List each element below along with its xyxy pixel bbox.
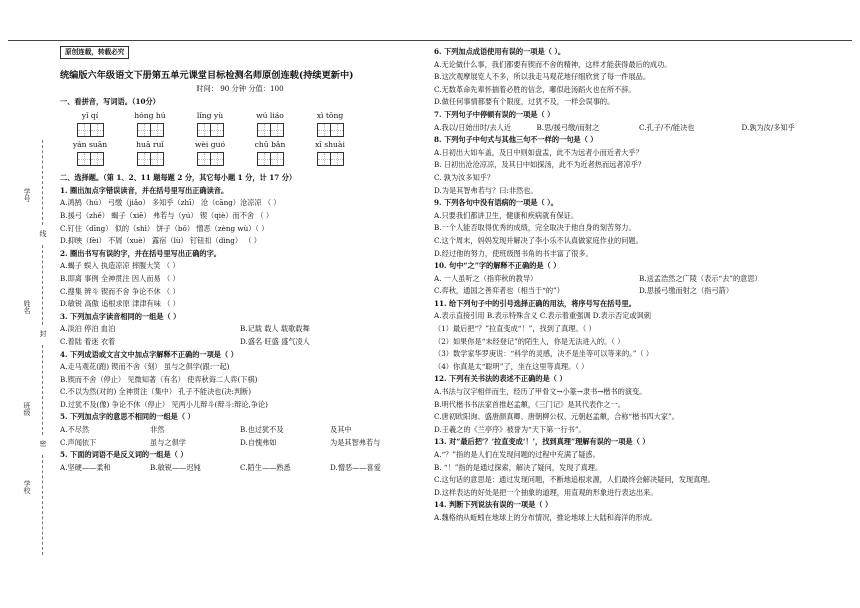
writing-box[interactable] (150, 123, 164, 137)
pinyin-row-2 (60, 139, 420, 166)
writing-box[interactable] (197, 123, 211, 137)
option-line: D.过犹不及(像) 争论不休（停止） 见两小儿辩斗(辩斗:辩论,争论) (60, 399, 268, 409)
question-text: 10. 句中“之”字的解释不正确的是（ ） (434, 261, 561, 271)
pinyin-text: huā ruǐ (136, 140, 164, 150)
option-line: B.一个人能否取得优秀的成绩，完全取决于他自身的刻苦努力。 (434, 223, 636, 233)
option-line: B.锲而不舍（停止） 见微知著（有名） 使弈秋诲二人弈(下棋) (60, 374, 258, 384)
writing-box[interactable] (90, 123, 104, 137)
writing-box[interactable] (90, 152, 104, 166)
option-line: C.这句话的意思是：通过发现问题，不断地追根求源，人们最终会解决疑问，发现真理。 (434, 475, 715, 485)
option: C.着陆 着迷 衣着 (60, 336, 116, 346)
question-text: 5. 下面的词语不是反义词的一组是（ ） (60, 450, 188, 460)
pinyin-cell (180, 139, 240, 166)
seal-dashes (42, 345, 43, 435)
option-line: A.只要我们都讲卫生，健康和疾病就有保证。 (434, 210, 579, 220)
option-line (60, 462, 420, 475)
writing-box[interactable] (210, 123, 224, 137)
writing-box[interactable] (77, 123, 91, 137)
question-text: 9. 下列各句中没有语病的一项是（ ）。 (434, 198, 558, 208)
seal-dashes (42, 245, 43, 325)
option: C.声闻依下 (60, 437, 97, 447)
pinyin-cell (300, 139, 360, 166)
option: A.不尽然 (60, 425, 90, 435)
option-line (434, 285, 844, 298)
option: 非然 (150, 425, 165, 435)
margin-class-label: 班级 (23, 402, 31, 416)
option-line: （4）你真是太“聪明”了，坐在这里等真理。（ ） (434, 361, 589, 371)
option-line: C.搜集 辨斗 锲而不舍 争论不休 （ ） (60, 286, 180, 296)
option-line: C.钉住（dīng） 似的（shì） 饼子（bǒ） 憎恶（zèng wù）（ ） (60, 223, 269, 233)
copyright-stamp: 原创连载，转载必究 (60, 46, 129, 59)
option: C.弈秋，通国之善弈者也（相当于“的”） (434, 286, 564, 296)
margin-school-label: 学校 (23, 480, 31, 494)
seal-dashes (42, 140, 43, 225)
question-text: 13. 对“最后把‘？’拉直变成‘！’，找到真理”理解有误的一项是（ ） (434, 437, 650, 447)
option: A.我以/日始出时/去人近 (434, 122, 512, 132)
exam-meta (60, 83, 420, 96)
pinyin-cell (300, 110, 360, 137)
option-line: A.书法与汉字相伴而生，经历了甲骨文→小篆→隶书→楷书的演变。 (434, 387, 647, 397)
option: A. 一人虽听之（指弈秋的教导） (434, 273, 538, 283)
pinyin-cell (240, 110, 300, 137)
writing-box[interactable] (137, 123, 151, 137)
question-text: 4. 下列成语或文言文中加点字解释不正确的一项是（ ） (60, 349, 238, 359)
question-text: 3. 下列加点字读音相同的一组是（ ） (60, 311, 181, 321)
option-line: A.表示直接引用 B.表示特殊含义 C.表示着重强调 D.表示否定或讽刺 (434, 311, 651, 321)
option-line: （3）数学家华罗庚说：“科学的灵感，决不是坐等可以等来的。”（ ） (434, 349, 654, 359)
writing-box[interactable] (270, 152, 284, 166)
writing-box[interactable] (330, 123, 344, 137)
writing-box[interactable] (270, 123, 284, 137)
margin-mark-seal: 封 (39, 330, 47, 337)
option-line (60, 323, 420, 336)
exam-title: 统编版六年级语文下册第五单元课堂目标检测名师原创连载(持续更新中) (60, 70, 354, 81)
score-label: 分值： (248, 84, 270, 93)
option-line: B. “！”指的是通过探索，解决了疑问，发现了真理。 (434, 462, 603, 472)
top-rule (8, 40, 852, 41)
option: 为是其智弗若与 (330, 437, 381, 447)
question-text: 11. 给下列句子中的引号选择正确的用法，将序号写在括号里。 (434, 298, 636, 308)
option: 及其中 (330, 425, 352, 435)
question-text: 1. 圈出加点字错误读音，并在括号里写出正确读音。 (60, 185, 229, 195)
pinyin-text: wèi guó (194, 140, 226, 150)
option-line: （2）如果你是“未经登记”的陌生人，你是无法进入的。（ ） (434, 336, 625, 346)
pinyin-cell (60, 139, 120, 166)
margin-id-label: 学号 (23, 188, 31, 202)
margin-name-label: 姓名 (23, 300, 31, 314)
writing-box[interactable] (317, 152, 331, 166)
option: 虽与之俱学 (150, 437, 186, 447)
option-line: D.王羲之的《兰亭序》被誉为“天下第一行书”。 (434, 424, 586, 434)
option: B.送孟浩然之广陵（表示“去”的意思） (639, 273, 762, 283)
option: A.坚硬——柔和 (60, 462, 111, 472)
binding-margin (22, 140, 52, 560)
pinyin-text: xī shuài (315, 140, 345, 150)
question-text: 7. 下列句子中停顿有误的一项是（ ） (434, 109, 555, 119)
option-line: D.抑映（fèi） 不屑（xuè） 露宿（lù） 钉钮扣（dìng） （ ） (60, 236, 261, 246)
option: D.孰为汝/多知乎 (741, 122, 795, 132)
pinyin-cell (240, 139, 300, 166)
option-line (60, 437, 420, 450)
option-line: B.即离 事例 全神贯注 因人而易 （ ） (60, 273, 180, 283)
pinyin-row-1 (60, 110, 420, 137)
right-column (434, 46, 844, 525)
option: D.自愧弗如 (240, 437, 277, 447)
option-line: A.“？”指的是人们在发现问题的过程中充满了疑惑。 (434, 450, 600, 459)
score-value: 100 (269, 84, 284, 93)
option-line: A.鸿鹄（hú） 弓缴（jiǎo） 多知乎（zhī） 沧（cāng）沧凉凉 （ ） (60, 198, 281, 208)
option: C.孔子/不/能决也 (639, 122, 695, 132)
pinyin-cell (120, 110, 180, 137)
option: D.思援弓缴而射之（指弓箭） (639, 286, 734, 296)
option-line: D.为是其智弗若与？曰:非然也。 (434, 185, 538, 195)
question-text: 5. 下列加点字的意思不相同的一组是（ ） (60, 412, 195, 422)
option-line: C.不以为然(对的) 全神贯注（集中） 孔子不能决也(决:判断) (60, 387, 252, 397)
pinyin-text: lǐng yù (196, 111, 224, 121)
option-line: A.蝎子 蜈入 执造凉凉 摔腹大笑 （ ） (60, 261, 180, 271)
option: D.盛名 旺盛 盛气凌人 (240, 336, 310, 346)
option: B.思/援弓缴/而射之 (536, 122, 600, 132)
pinyin-text: yǐ qí (81, 111, 99, 121)
writing-box[interactable] (210, 152, 224, 166)
left-column (60, 46, 420, 474)
option-line: B.援弓（zhě） 蝎子（xiē） 弗若与（yú） 锲（qiè）而不舍 （ ） (60, 210, 274, 220)
pinyin-cell (120, 139, 180, 166)
question-text: 6. 下列加点成语使用有误的一项是（ ）。 (434, 47, 566, 56)
writing-box[interactable] (137, 152, 151, 166)
option-line: B.这次观摩展览人不多，所以我走马观花地仔细欣赏了每一件展品。 (434, 72, 651, 82)
writing-box[interactable] (197, 152, 211, 166)
option-line: C.无数革命先辈怀揣着必胜的信念，嘟似赴汤蹈火也在所不辞。 (434, 84, 636, 94)
question-text: 2. 圈出书写有误的字，并在括号里写出正确的字。 (60, 248, 221, 258)
writing-box[interactable] (257, 123, 271, 137)
time-unit: 分钟 (231, 84, 247, 93)
margin-mark-line: 线 (39, 230, 47, 237)
option-line (60, 424, 420, 437)
writing-box[interactable] (257, 152, 271, 166)
pinyin-text: chū bǎn (254, 140, 286, 150)
option: C.陌生——熟悉 (240, 462, 291, 472)
pinyin-text: wú liáo (256, 111, 284, 121)
pinyin-text: xì tǒng (316, 111, 344, 121)
option-line: D.做任何事情都要有个限度，过犹不及，一样会误事的。 (434, 97, 615, 107)
option: D.憎恶——喜爱 (330, 462, 381, 472)
option: B.记载 载人 载歌载舞 (240, 324, 310, 334)
pinyin-text: hóng hú (134, 111, 166, 121)
option-line: A.日初出大如车盖，及日中则如盘盂，此不为远者小而近者大乎？ (434, 147, 643, 157)
option-line (434, 273, 844, 286)
option-line: A.走马观花(跑) 锲而不舍（刻） 虽与之俱学(跟:一起) (60, 362, 230, 372)
option-line: A.无论做什么事，我们都要有锲而不舍的精神，这样才能获得最后的成功。 (434, 59, 672, 69)
writing-box[interactable] (317, 123, 331, 137)
section-2-heading: 二、选择题。（第 1、2、11 题每题 2 分，其它每小题 1 分，计 17 分） (60, 173, 297, 183)
question-text: 8. 下列句子中句式与其他三句不一样的一句是（ ） (434, 135, 598, 145)
time-value: 90 (220, 84, 230, 93)
section-1-heading: 一、看拼音，写词语。（10分） (60, 96, 160, 106)
seal-dashes (42, 455, 43, 555)
writing-box[interactable] (330, 152, 344, 166)
pinyin-text: yán suān (72, 140, 108, 150)
writing-box[interactable] (77, 152, 91, 166)
option-line: C.这个周末，妈妈发现并解决了李小乐不认真做家庭作业的问题。 (434, 235, 643, 245)
pinyin-cell (180, 110, 240, 137)
option-line: D.这样表达的好处是把一个抽象的道理，用直观的形象进行表达出来。 (434, 487, 658, 497)
writing-box[interactable] (150, 152, 164, 166)
option: B.也过犹不及 (240, 425, 284, 435)
option-line: B.明代楷书书法家首推赵孟頫，《三门记》是其代表作之一。 (434, 399, 625, 409)
option-line: D.敏锐 高傲 追根求原 津津有味 （ ） (60, 299, 180, 309)
option-line: B. 日初出沧沧凉凉，及其日中如探汤，此不为近者热而远者凉乎？ (434, 160, 646, 170)
option-line: C. 孰为汝多知乎？ (434, 172, 495, 182)
time-label: 时间： (196, 84, 218, 93)
option-line: C.唐初欧阳询、盛唐颜真卿、唐朝柳公权、元朝赵孟頫，合称“楷书四大家”。 (434, 412, 679, 422)
question-text: 12. 下列有关书法的表述不正确的是（ ） (434, 374, 567, 384)
margin-mark-secret: 密 (39, 440, 47, 447)
question-text: 14. 判断下列说法有误的一项是（ ） (434, 500, 553, 510)
pinyin-cell (60, 110, 120, 137)
option: B.敏锐——迟钝 (150, 462, 201, 472)
option-line: A.魏格纳从蚯蚓在地球上的分布情况，推论地球上大陆和海洋的形成。 (434, 512, 658, 522)
option: A.淡泊 停泊 血泊 (60, 324, 116, 334)
option-line: D.经过他的努力，使班级图书角的书丰富了很多。 (434, 248, 593, 258)
option-line (434, 122, 844, 135)
option-line (60, 336, 420, 349)
option-line: （1）最后把“？”拉直变成“！”，找到了真理。（ ） (434, 324, 596, 334)
